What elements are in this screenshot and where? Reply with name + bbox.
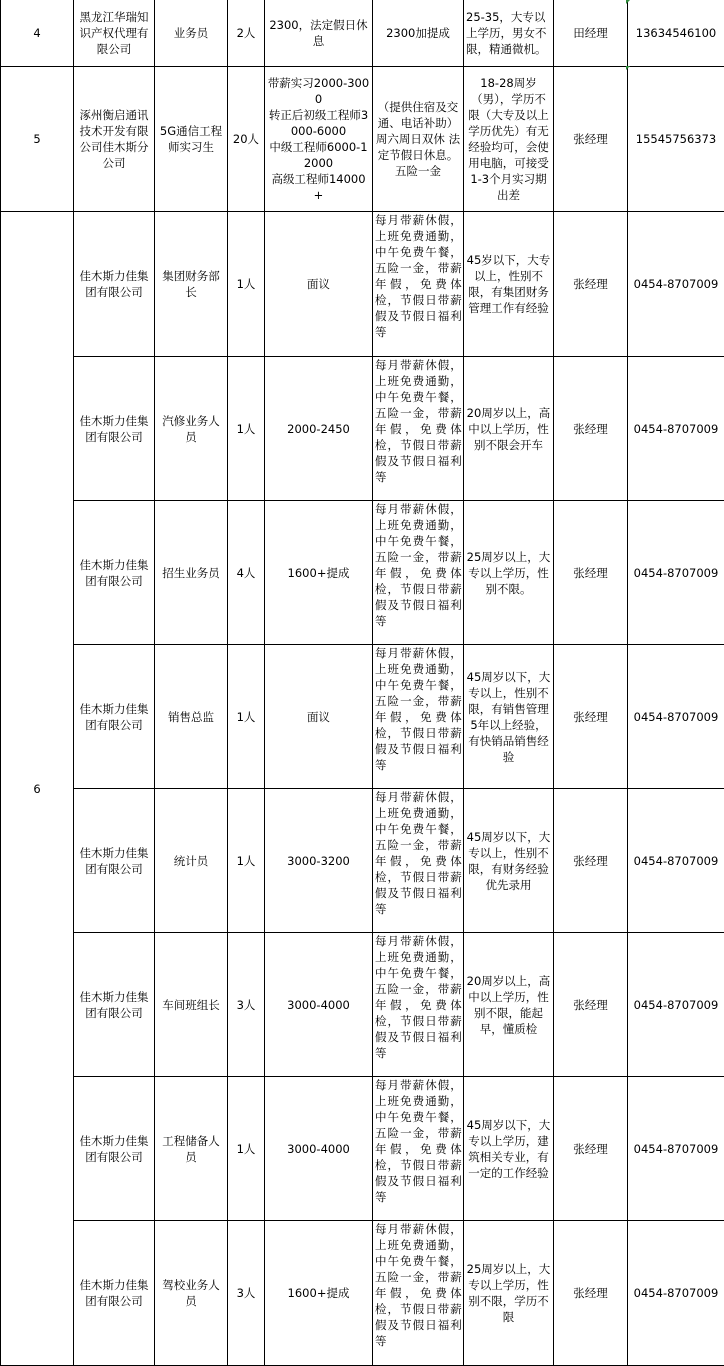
contact-person: 张经理 — [554, 501, 628, 645]
headcount: 20人 — [228, 67, 265, 212]
table-row — [1, 789, 724, 933]
salary: 面议 — [265, 212, 373, 357]
company-name: 佳木斯力佳集团有限公司 — [74, 933, 155, 1077]
contact-person: 张经理 — [554, 645, 628, 789]
salary: 面议 — [265, 645, 373, 789]
headcount: 3人 — [228, 1221, 265, 1366]
position-title: 集团财务部长 — [155, 212, 228, 357]
requirements: 20周岁以上，高中以上学历，性别不限，能起早，懂质检 — [464, 933, 554, 1077]
phone-number: 0454-8707009 — [628, 789, 724, 933]
contact-person: 张经理 — [554, 933, 628, 1077]
salary: 2300，法定假日休息 — [265, 0, 373, 67]
contact-person: 田经理 — [554, 0, 628, 67]
company-name: 佳木斯力佳集团有限公司 — [74, 501, 155, 645]
salary-text: 带薪实习2000-3000 转正后初级工程师3000-6000 中级工程师6000-12000 高级工程师14000+ — [267, 75, 370, 203]
phone-number: 13634546100 — [628, 0, 724, 67]
phone-number: 0454-8707009 — [628, 933, 724, 1077]
table-row — [1, 645, 724, 789]
headcount: 1人 — [228, 645, 265, 789]
requirements: 45周岁以下，大专以上，性别不限，有财务经验优先录用 — [464, 789, 554, 933]
position-title: 车间班组长 — [155, 933, 228, 1077]
contact-person: 张经理 — [554, 789, 628, 933]
requirements: 20周岁以上，高中以上学历，性别不限会开车 — [464, 357, 554, 501]
table-row — [1, 1077, 724, 1221]
company-name: 佳木斯力佳集团有限公司 — [74, 789, 155, 933]
headcount: 3人 — [228, 933, 265, 1077]
headcount: 2人 — [228, 0, 265, 67]
table-row — [1, 67, 724, 212]
phone-number: 0454-8707009 — [628, 501, 724, 645]
phone-number: 0454-8707009 — [628, 357, 724, 501]
position-title: 销售总监 — [155, 645, 228, 789]
position-title: 工程储备人员 — [155, 1077, 228, 1221]
cell-corner-mark — [626, 0, 630, 4]
salary — [265, 67, 373, 212]
position-title: 汽修业务人员 — [155, 357, 228, 501]
requirements: 45周岁以下，大专以上学历，建筑相关专业，有一定的工作经验 — [464, 1077, 554, 1221]
contact-person: 张经理 — [554, 67, 628, 212]
row-number: 5 — [1, 67, 74, 212]
headcount: 4人 — [228, 501, 265, 645]
benefits: 每月带薪休假，上班免费通勤，中午免费午餐，五险一金，带薪年假，免费体检，节假日带薪假及节假日福利等 — [373, 501, 464, 645]
company-name: 佳木斯力佳集团有限公司 — [74, 1221, 155, 1366]
table-row — [1, 212, 724, 357]
benefits: （提供住宿及交通、电话补助） 周六周日双休 法定节假日休息。五险一金 — [373, 67, 464, 212]
benefits: 每月带薪休假，上班免费通勤，中午免费午餐，五险一金，带薪年假，免费体检，节假日带薪假及节假日福利等 — [373, 1077, 464, 1221]
headcount: 1人 — [228, 357, 265, 501]
company-name: 佳木斯力佳集团有限公司 — [74, 212, 155, 357]
row-number: 6 — [1, 212, 74, 1366]
position-title: 统计员 — [155, 789, 228, 933]
headcount: 1人 — [228, 789, 265, 933]
phone-number: 0454-8707009 — [628, 645, 724, 789]
salary: 1600+提成 — [265, 501, 373, 645]
company-name: 佳木斯力佳集团有限公司 — [74, 357, 155, 501]
table-row — [1, 933, 724, 1077]
cell-corner-mark — [626, 66, 630, 70]
requirements: 25周岁以上，大专以上学历，性别不限。 — [464, 501, 554, 645]
requirements: 18-28周岁（男），学历不限（大专及以上学历优先）有无经验均可，会使用电脑，可接受1-3个月实习期出差 — [464, 67, 554, 212]
phone-number: 0454-8707009 — [628, 1221, 724, 1366]
table-row — [1, 501, 724, 645]
benefits: 每月带薪休假，上班免费通勤，中午免费午餐，五险一金，带薪年假，免费体检，节假日带薪假及节假日福利等 — [373, 1221, 464, 1366]
position-title: 业务员 — [155, 0, 228, 67]
table-row — [1, 0, 724, 67]
company-name: 佳木斯力佳集团有限公司 — [74, 1077, 155, 1221]
contact-person: 张经理 — [554, 1221, 628, 1366]
row-number: 4 — [1, 0, 74, 67]
requirements: 45岁以下，大专以上，性别不限，有集团财务管理工作有经验 — [464, 212, 554, 357]
requirements: 45周岁以下，大专以上，性别不限，有销售管理5年以上经验，有快销品销售经验 — [464, 645, 554, 789]
contact-person: 张经理 — [554, 212, 628, 357]
benefits: 每月带薪休假，上班免费通勤，中午免费午餐，五险一金，带薪年假，免费体检，节假日带薪假及节假日福利等 — [373, 357, 464, 501]
benefits: 每月带薪休假，上班免费通勤，中午免费午餐，五险一金，带薪年假，免费体检，节假日带薪假及节假日福利等 — [373, 212, 464, 357]
benefits: 每月带薪休假，上班免费通勤，中午免费午餐，五险一金，带薪年假，免费体检，节假日带薪假及节假日福利等 — [373, 789, 464, 933]
table-row — [1, 1221, 724, 1366]
company-name: 涿州衡启通讯技术开发有限公司佳木斯分公司 — [74, 67, 155, 212]
headcount: 1人 — [228, 212, 265, 357]
phone-number: 0454-8707009 — [628, 1077, 724, 1221]
company-name: 佳木斯力佳集团有限公司 — [74, 645, 155, 789]
salary: 3000-3200 — [265, 789, 373, 933]
benefits: 每月带薪休假，上班免费通勤，中午免费午餐，五险一金，带薪年假，免费体检，节假日带薪假及节假日福利等 — [373, 645, 464, 789]
requirements: 25周岁以上，大专以上学历，性别不限，学历不限 — [464, 1221, 554, 1366]
contact-person: 张经理 — [554, 1077, 628, 1221]
salary: 2000-2450 — [265, 357, 373, 501]
position-title: 招生业务员 — [155, 501, 228, 645]
salary: 1600+提成 — [265, 1221, 373, 1366]
headcount: 1人 — [228, 1077, 265, 1221]
table-row — [1, 357, 724, 501]
salary: 3000-4000 — [265, 1077, 373, 1221]
requirements: 25-35，大专以上学历，男女不限，精通微机。 — [464, 0, 554, 67]
benefits: 2300加提成 — [373, 0, 464, 67]
position-title: 驾校业务人员 — [155, 1221, 228, 1366]
phone-number: 0454-8707009 — [628, 212, 724, 357]
company-name: 黑龙江华瑞知识产权代理有限公司 — [74, 0, 155, 67]
contact-person: 张经理 — [554, 357, 628, 501]
salary: 3000-4000 — [265, 933, 373, 1077]
position-title: 5G通信工程师实习生 — [155, 67, 228, 212]
phone-number: 15545756373 — [628, 67, 724, 212]
benefits: 每月带薪休假，上班免费通勤，中午免费午餐，五险一金，带薪年假，免费体检，节假日带薪假及节假日福利等 — [373, 933, 464, 1077]
